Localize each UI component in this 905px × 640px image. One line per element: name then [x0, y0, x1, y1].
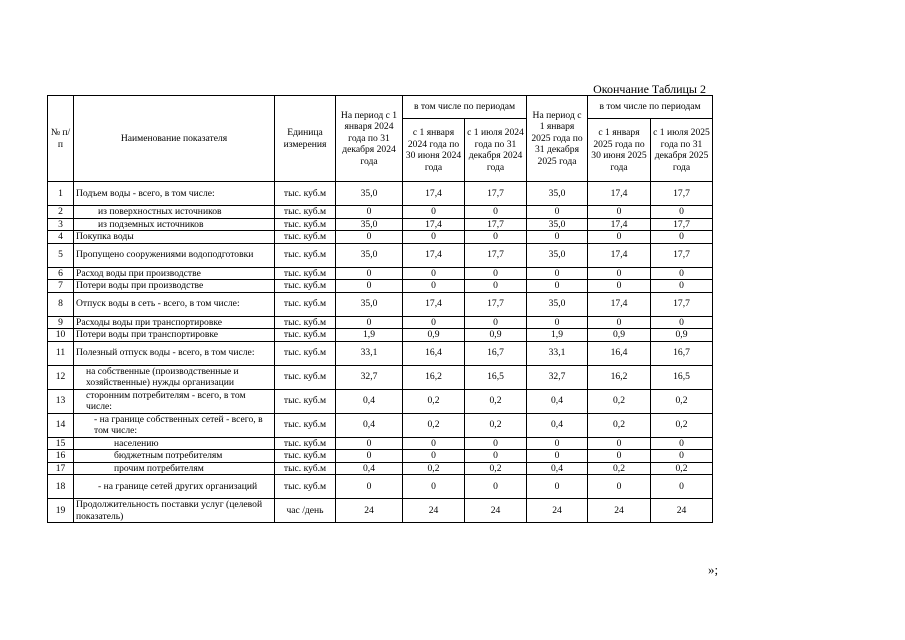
value-cell: 0 — [336, 231, 403, 244]
value-cell: 0 — [588, 267, 651, 280]
value-cell: 35,0 — [336, 292, 403, 316]
unit-cell: тыс. куб.м — [275, 365, 336, 389]
value-cell: 0 — [527, 316, 588, 329]
row-number: 11 — [48, 341, 74, 365]
indicator-name: Расходы воды при транспортировке — [74, 316, 275, 329]
value-cell: 35,0 — [336, 218, 403, 231]
value-cell: 0 — [651, 437, 713, 450]
header-period-2024: На период с 1 января 2024 года по 31 декабря 2024 года — [336, 96, 403, 182]
value-cell: 0 — [465, 475, 527, 499]
value-cell: 0,2 — [588, 389, 651, 413]
value-cell: 35,0 — [527, 182, 588, 206]
value-cell: 17,4 — [403, 243, 465, 267]
value-cell: 35,0 — [527, 292, 588, 316]
indicator-name: прочим потребителям — [74, 462, 275, 475]
value-cell: 0,2 — [465, 413, 527, 437]
header-sub-2025: в том числе по периодам — [588, 96, 713, 119]
value-cell: 0 — [527, 475, 588, 499]
value-cell: 0,2 — [588, 462, 651, 475]
unit-cell: тыс. куб.м — [275, 316, 336, 329]
row-number: 10 — [48, 329, 74, 342]
value-cell: 0 — [527, 437, 588, 450]
value-cell: 0,4 — [527, 413, 588, 437]
value-cell: 0,2 — [403, 389, 465, 413]
header-h1-2025: с 1 января 2025 года по 30 июня 2025 года — [588, 119, 651, 182]
indicator-name: на собственные (производственные и хозяйственные) нужды организации — [74, 365, 275, 389]
value-cell: 0 — [527, 267, 588, 280]
value-cell: 0,4 — [336, 389, 403, 413]
value-cell: 0 — [403, 267, 465, 280]
indicator-name: из подземных источников — [74, 218, 275, 231]
value-cell: 0 — [588, 437, 651, 450]
value-cell: 0,9 — [588, 329, 651, 342]
value-cell: 0 — [336, 280, 403, 293]
unit-cell: тыс. куб.м — [275, 341, 336, 365]
row-number: 9 — [48, 316, 74, 329]
header-h1-2024: с 1 января 2024 года по 30 июня 2024 года — [403, 119, 465, 182]
value-cell: 0 — [588, 316, 651, 329]
value-cell: 0 — [336, 450, 403, 463]
table-row — [48, 499, 713, 523]
indicator-name: сторонним потребителям - всего, в том числе: — [74, 389, 275, 413]
unit-cell: тыс. куб.м — [275, 475, 336, 499]
unit-cell: тыс. куб.м — [275, 389, 336, 413]
unit-cell: тыс. куб.м — [275, 462, 336, 475]
unit-cell: тыс. куб.м — [275, 329, 336, 342]
unit-cell: тыс. куб.м — [275, 437, 336, 450]
row-number: 2 — [48, 206, 74, 219]
value-cell: 17,4 — [403, 218, 465, 231]
closing-quote: »; — [708, 562, 719, 577]
value-cell: 0 — [465, 267, 527, 280]
row-number: 3 — [48, 218, 74, 231]
value-cell: 0 — [403, 231, 465, 244]
value-cell: 0 — [588, 450, 651, 463]
value-cell: 17,4 — [588, 218, 651, 231]
indicator-name: Пропущено сооружениями водоподготовки — [74, 243, 275, 267]
value-cell: 24 — [465, 499, 527, 523]
value-cell: 16,7 — [651, 341, 713, 365]
table-row — [48, 413, 713, 437]
value-cell: 0,2 — [465, 389, 527, 413]
row-number: 5 — [48, 243, 74, 267]
indicator-name: Полезный отпуск воды - всего, в том числе: — [74, 341, 275, 365]
value-cell: 0 — [403, 206, 465, 219]
table-caption: Окончание Таблицы 2 — [593, 82, 706, 96]
value-cell: 33,1 — [336, 341, 403, 365]
table-row — [48, 462, 713, 475]
value-cell: 17,7 — [651, 243, 713, 267]
value-cell: 0 — [465, 206, 527, 219]
indicator-name: - на границе сетей других организаций — [74, 475, 275, 499]
value-cell: 0,2 — [588, 413, 651, 437]
value-cell: 17,7 — [465, 182, 527, 206]
row-number: 8 — [48, 292, 74, 316]
value-cell: 24 — [403, 499, 465, 523]
value-cell: 24 — [588, 499, 651, 523]
table-row — [48, 341, 713, 365]
value-cell: 0,2 — [403, 462, 465, 475]
value-cell: 0 — [465, 280, 527, 293]
value-cell: 0 — [403, 316, 465, 329]
row-number: 14 — [48, 413, 74, 437]
indicator-name: Покупка воды — [74, 231, 275, 244]
table-row — [48, 231, 713, 244]
indicator-name: бюджетным потребителям — [74, 450, 275, 463]
table-row — [48, 316, 713, 329]
value-cell: 35,0 — [336, 182, 403, 206]
value-cell: 1,9 — [336, 329, 403, 342]
header-num: № п/п — [48, 96, 74, 182]
row-number: 4 — [48, 231, 74, 244]
value-cell: 0 — [465, 316, 527, 329]
unit-cell: тыс. куб.м — [275, 231, 336, 244]
header-unit: Единица измерения — [275, 96, 336, 182]
value-cell: 0 — [527, 450, 588, 463]
value-cell: 0 — [336, 475, 403, 499]
value-cell: 0 — [336, 437, 403, 450]
value-cell: 32,7 — [336, 365, 403, 389]
value-cell: 16,5 — [465, 365, 527, 389]
value-cell: 17,7 — [651, 182, 713, 206]
table-row — [48, 329, 713, 342]
value-cell: 0 — [651, 280, 713, 293]
value-cell: 35,0 — [336, 243, 403, 267]
table-row — [48, 365, 713, 389]
value-cell: 17,7 — [465, 243, 527, 267]
value-cell: 17,4 — [403, 292, 465, 316]
row-number: 1 — [48, 182, 74, 206]
value-cell: 24 — [527, 499, 588, 523]
value-cell: 0,4 — [336, 462, 403, 475]
value-cell: 17,7 — [651, 218, 713, 231]
value-cell: 0 — [336, 206, 403, 219]
table-row — [48, 280, 713, 293]
value-cell: 0 — [465, 437, 527, 450]
table-row — [48, 218, 713, 231]
indicator-name: Расход воды при производстве — [74, 267, 275, 280]
row-number: 12 — [48, 365, 74, 389]
value-cell: 0 — [651, 475, 713, 499]
value-cell: 17,7 — [465, 292, 527, 316]
value-cell: 0,2 — [651, 413, 713, 437]
table-row — [48, 267, 713, 280]
value-cell: 35,0 — [527, 218, 588, 231]
value-cell: 24 — [336, 499, 403, 523]
table-row — [48, 437, 713, 450]
value-cell: 0,2 — [403, 413, 465, 437]
indicator-name: Продолжительность поставки услуг (целевой показатель) — [74, 499, 275, 523]
unit-cell: тыс. куб.м — [275, 267, 336, 280]
unit-cell: тыс. куб.м — [275, 413, 336, 437]
value-cell: 17,7 — [651, 292, 713, 316]
header-name: Наименование показателя — [74, 96, 275, 182]
indicator-name: из поверхностных источников — [74, 206, 275, 219]
row-number: 13 — [48, 389, 74, 413]
value-cell: 0 — [336, 316, 403, 329]
value-cell: 0 — [588, 280, 651, 293]
indicator-name: населению — [74, 437, 275, 450]
row-number: 7 — [48, 280, 74, 293]
unit-cell: тыс. куб.м — [275, 206, 336, 219]
table-row — [48, 243, 713, 267]
value-cell: 0 — [651, 231, 713, 244]
value-cell: 0 — [403, 437, 465, 450]
value-cell: 0 — [588, 475, 651, 499]
row-number: 15 — [48, 437, 74, 450]
unit-cell: тыс. куб.м — [275, 243, 336, 267]
table-row — [48, 292, 713, 316]
header-h2-2024: с 1 июля 2024 года по 31 декабря 2024 года — [465, 119, 527, 182]
unit-cell: тыс. куб.м — [275, 450, 336, 463]
value-cell: 0 — [651, 206, 713, 219]
unit-cell: тыс. куб.м — [275, 182, 336, 206]
value-cell: 0,2 — [651, 389, 713, 413]
value-cell: 16,2 — [588, 365, 651, 389]
value-cell: 17,7 — [465, 218, 527, 231]
unit-cell: тыс. куб.м — [275, 292, 336, 316]
indicator-name: - на границе собственных сетей - всего, в том числе: — [74, 413, 275, 437]
table-body — [48, 182, 713, 523]
table-row — [48, 450, 713, 463]
table-row — [48, 182, 713, 206]
value-cell: 17,4 — [588, 243, 651, 267]
row-number: 19 — [48, 499, 74, 523]
value-cell: 0,9 — [651, 329, 713, 342]
value-cell: 0 — [403, 450, 465, 463]
value-cell: 33,1 — [527, 341, 588, 365]
value-cell: 17,4 — [588, 292, 651, 316]
value-cell: 0 — [465, 450, 527, 463]
value-cell: 0 — [651, 267, 713, 280]
value-cell: 16,4 — [588, 341, 651, 365]
value-cell: 0 — [527, 280, 588, 293]
value-cell: 0,2 — [651, 462, 713, 475]
value-cell: 16,4 — [403, 341, 465, 365]
row-number: 18 — [48, 475, 74, 499]
table-row — [48, 475, 713, 499]
value-cell: 0,9 — [465, 329, 527, 342]
value-cell: 0,2 — [465, 462, 527, 475]
value-cell: 0 — [403, 475, 465, 499]
unit-cell: тыс. куб.м — [275, 218, 336, 231]
indicator-name: Потери воды при производстве — [74, 280, 275, 293]
value-cell: 0 — [588, 231, 651, 244]
value-cell: 0 — [336, 267, 403, 280]
value-cell: 0 — [651, 450, 713, 463]
header-period-2025: На период с 1 января 2025 года по 31 декабря 2025 года — [527, 96, 588, 182]
value-cell: 16,5 — [651, 365, 713, 389]
value-cell: 0 — [527, 231, 588, 244]
value-cell: 16,2 — [403, 365, 465, 389]
unit-cell: тыс. куб.м — [275, 280, 336, 293]
indicator-name: Отпуск воды в сеть - всего, в том числе: — [74, 292, 275, 316]
value-cell: 1,9 — [527, 329, 588, 342]
value-cell: 17,4 — [403, 182, 465, 206]
value-cell: 17,4 — [588, 182, 651, 206]
value-cell: 32,7 — [527, 365, 588, 389]
value-cell: 0 — [403, 280, 465, 293]
indicator-name: Потери воды при транспортировке — [74, 329, 275, 342]
water-supply-table — [47, 95, 713, 523]
value-cell: 0,4 — [527, 389, 588, 413]
table-row — [48, 206, 713, 219]
row-number: 16 — [48, 450, 74, 463]
table-row — [48, 389, 713, 413]
value-cell: 0 — [651, 316, 713, 329]
row-number: 17 — [48, 462, 74, 475]
value-cell: 35,0 — [527, 243, 588, 267]
header-h2-2025: с 1 июля 2025 года по 31 декабря 2025 года — [651, 119, 713, 182]
row-number: 6 — [48, 267, 74, 280]
value-cell: 0 — [465, 231, 527, 244]
indicator-name: Подъем воды - всего, в том числе: — [74, 182, 275, 206]
value-cell: 0,9 — [403, 329, 465, 342]
value-cell: 0,4 — [336, 413, 403, 437]
value-cell: 16,7 — [465, 341, 527, 365]
value-cell: 0,4 — [527, 462, 588, 475]
unit-cell: час /день — [275, 499, 336, 523]
header-sub-2024: в том числе по периодам — [403, 96, 527, 119]
value-cell: 0 — [588, 206, 651, 219]
value-cell: 24 — [651, 499, 713, 523]
value-cell: 0 — [527, 206, 588, 219]
